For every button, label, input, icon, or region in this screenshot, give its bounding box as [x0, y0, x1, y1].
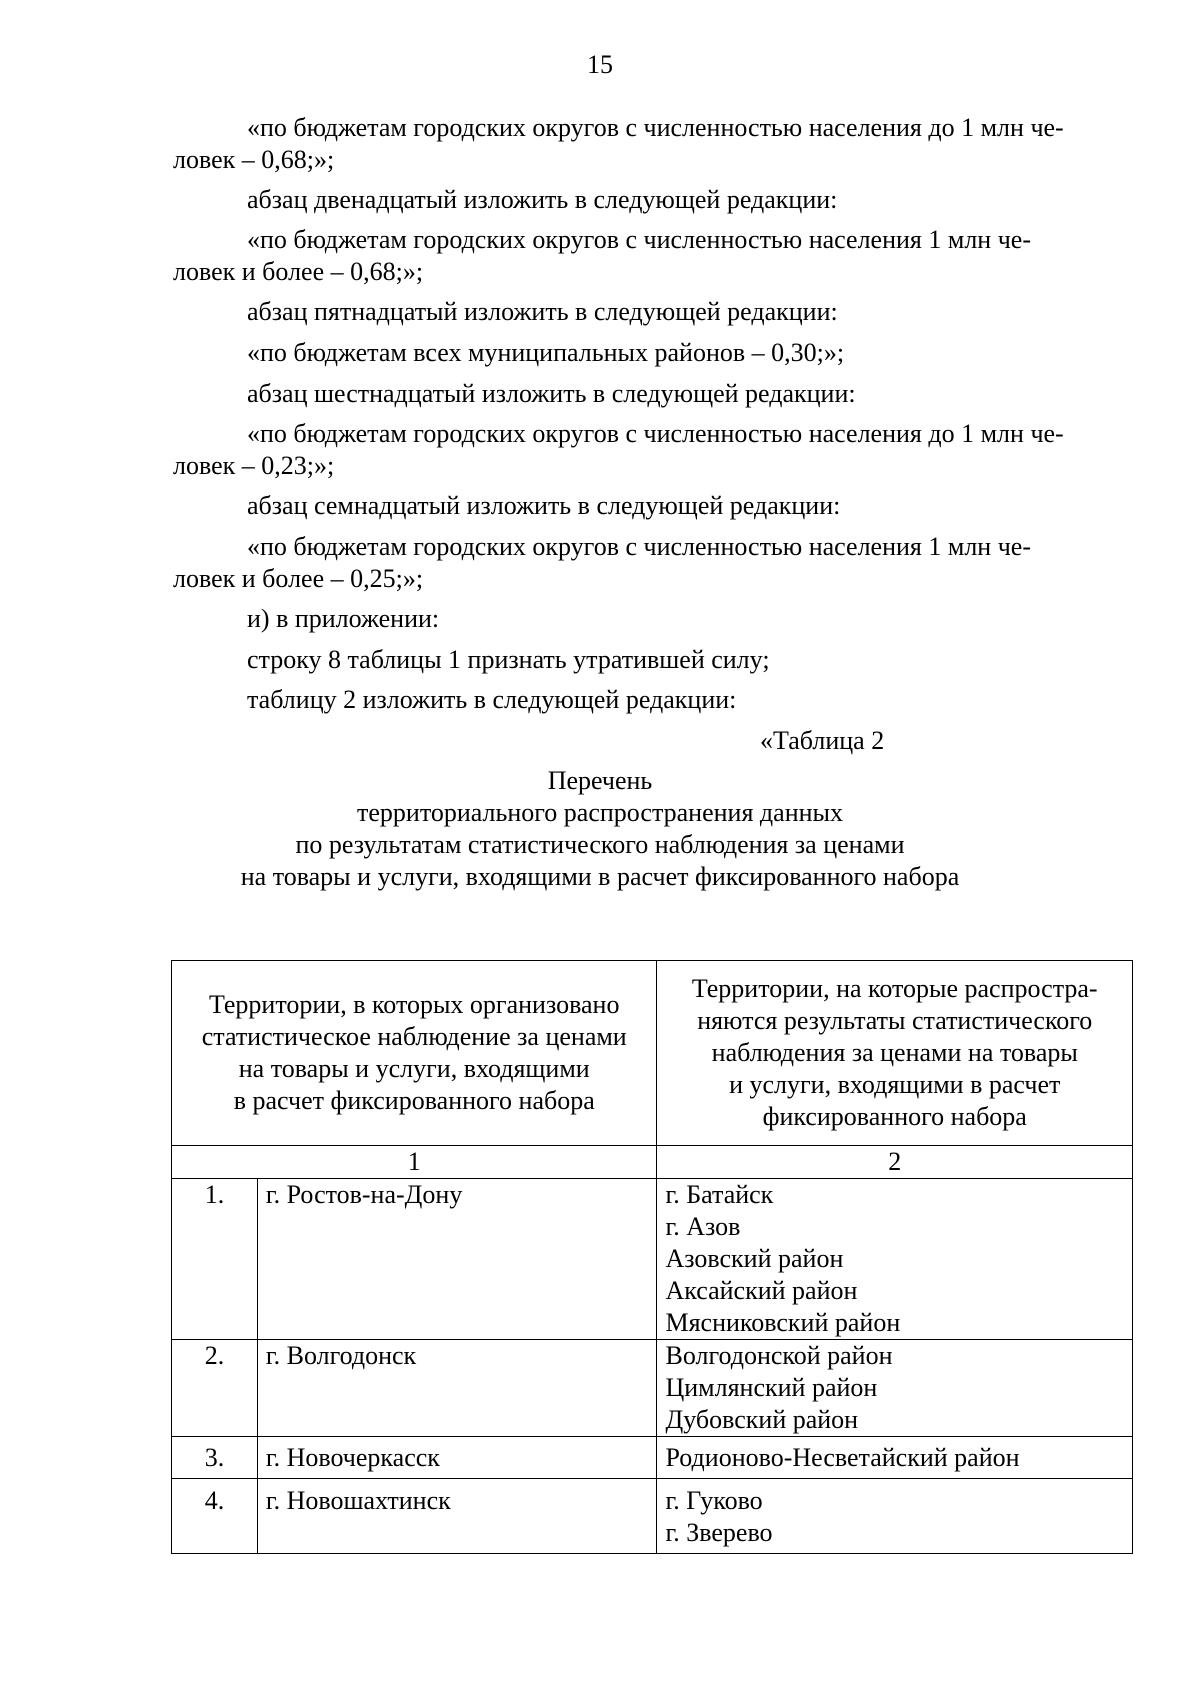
territory-item: г. Зверево [665, 1518, 773, 1547]
table-title-line: Перечень [547, 766, 653, 795]
territory-item: г. Батайск [665, 1180, 774, 1209]
table-row [172, 1179, 1133, 1340]
territory-item: Дубовский район [665, 1405, 859, 1434]
paragraph-line: ловек и более – 0,25;»; [173, 564, 424, 593]
paragraph-line: ловек и более – 0,68;»; [173, 257, 424, 286]
column-number: 2 [657, 1146, 1133, 1179]
row-city: г. Новочеркасск [257, 1437, 657, 1479]
territory-item: Волгодонской район [665, 1341, 893, 1370]
paragraph-line: ловек – 0,23;»; [173, 451, 335, 480]
paragraph-line: абзац семнадцатый изложить в следующей редакции: [247, 491, 841, 520]
paragraph-line: «по бюджетам городских округов с численностью населения до 1 млн че- [247, 113, 1064, 142]
table-row [172, 1437, 1133, 1479]
header-col1 [172, 961, 657, 1146]
row-territories [657, 1437, 1133, 1479]
header-col2-line: няются результаты статистического [697, 1006, 1093, 1035]
row-territories [657, 1340, 1133, 1437]
paragraph-line: абзац двенадцатый изложить в следующей редакции: [247, 185, 838, 214]
paragraph-line: «по бюджетам всех муниципальных районов – 0,30;»; [247, 338, 845, 367]
table-title-line: по результатам статистического наблюдения за ценами [295, 830, 905, 859]
header-col2-line: наблюдения за ценами на товары [711, 1038, 1078, 1067]
territory-item: Цимлянский район [665, 1373, 878, 1402]
territory-item: Мясниковский район [665, 1308, 901, 1337]
paragraph-line: и) в приложении: [247, 604, 440, 633]
territory-item: Аксайский район [665, 1276, 858, 1305]
row-number: 3. [172, 1437, 258, 1479]
header-col1-line: Территории, в которых организовано [209, 990, 620, 1019]
page-number: 15 [587, 50, 613, 79]
row-city: г. Волгодонск [257, 1340, 657, 1437]
row-city: г. Новошахтинск [257, 1479, 657, 1554]
table-title-line: на товары и услуги, входящими в расчет фиксированного набора [240, 862, 960, 891]
row-number: 1. [172, 1179, 258, 1340]
header-col2-line: и услуги, входящими в расчет [729, 1070, 1061, 1099]
header-col2-line: фиксированного набора [762, 1102, 1027, 1131]
paragraph-line: абзац пятнадцатый изложить в следующей редакции: [247, 297, 838, 326]
paragraph-line: таблицу 2 изложить в следующей редакции: [247, 685, 737, 714]
table-title-line: территориального распространения данных [357, 798, 843, 827]
paragraph-line: «по бюджетам городских округов с численностью населения 1 млн че- [247, 225, 1031, 254]
row-number: 2. [172, 1340, 258, 1437]
paragraph-line: абзац шестнадцатый изложить в следующей редакции: [247, 379, 856, 408]
header-col1-line: статистическое наблюдение за ценами [201, 1022, 627, 1051]
column-number-row [172, 1146, 1133, 1179]
row-territories [657, 1479, 1133, 1554]
table-header-row [172, 961, 1133, 1146]
header-col2-line: Территории, на которые распростра- [691, 974, 1098, 1003]
territory-item: Родионово-Несветайский район [665, 1442, 1020, 1472]
header-col1-line: в расчет фиксированного набора [233, 1086, 595, 1115]
row-number: 4. [172, 1479, 258, 1554]
paragraph-line: строку 8 таблицы 1 признать утратившей силу; [247, 645, 770, 674]
paragraph-line: «по бюджетам городских округов с численностью населения 1 млн че- [247, 532, 1031, 561]
territory-item: г. Азов [665, 1212, 741, 1241]
territory-item: Азовский район [665, 1244, 844, 1273]
paragraph-line: «по бюджетам городских округов с численностью населения до 1 млн че- [247, 419, 1064, 448]
column-number: 1 [172, 1146, 657, 1179]
header-col1-line: на товары и услуги, входящими [238, 1054, 590, 1083]
row-territories [657, 1179, 1133, 1340]
row-city: г. Ростов-на-Дону [257, 1179, 657, 1340]
table-row [172, 1479, 1133, 1554]
paragraph-line: ловек – 0,68;»; [173, 145, 335, 174]
territory-item: г. Гуково [665, 1486, 763, 1515]
territories-table [171, 960, 1133, 1554]
table-row [172, 1340, 1133, 1437]
table-label: «Таблица 2 [760, 726, 885, 755]
header-col2 [657, 961, 1133, 1146]
